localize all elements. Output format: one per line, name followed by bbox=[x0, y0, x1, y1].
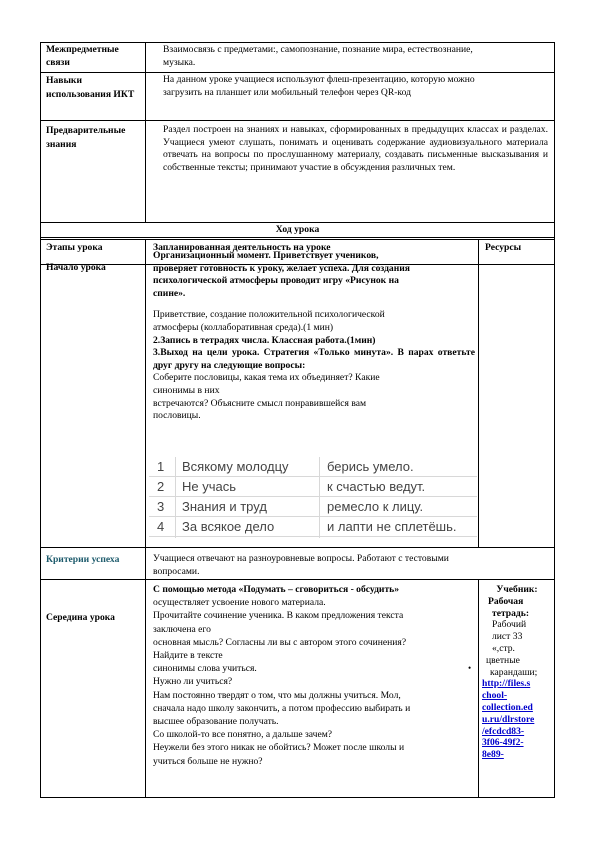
resource-line: «,стр. bbox=[492, 642, 515, 654]
middle-line: Прочитайте сочинение ученика. В каком предложения текста bbox=[153, 610, 404, 622]
table-divider bbox=[40, 222, 555, 223]
question-line: встречаются? Объясните смысл понравившейся вам bbox=[153, 397, 367, 409]
proverb-start: За всякое дело bbox=[182, 519, 275, 534]
resource-line: Учебник: bbox=[496, 584, 538, 595]
question-line: Соберите пословицы, какая тема их объединяет? Какие bbox=[153, 372, 380, 384]
resource-link-line[interactable]: chool- bbox=[482, 690, 508, 702]
greeting-line: Приветствие, создание положительной психологической bbox=[153, 309, 385, 321]
proverb-start: Всякому молодцу bbox=[182, 459, 289, 474]
resource-line: карандаши; bbox=[490, 666, 538, 678]
org-moment-line: проверяет готовность к уроку, желает успеха. Для создания bbox=[153, 262, 410, 274]
table-col-divider bbox=[145, 42, 146, 223]
resource-link-line[interactable]: u.ru/dlrstore bbox=[482, 713, 535, 725]
proverb-start: Знания и труд bbox=[182, 499, 267, 514]
proverb-number: 4 bbox=[157, 519, 165, 534]
table-divider bbox=[40, 237, 555, 238]
proverb-row bbox=[149, 497, 477, 517]
middle-line: Неужели без этого никак не обойтись? Может после школы и bbox=[153, 742, 405, 754]
table-col-divider bbox=[145, 239, 146, 798]
middle-line: учиться больше не нужно? bbox=[153, 755, 263, 767]
step-2: 2.Запись в тетрадях числа. Классная работа.(1мин) bbox=[153, 334, 376, 346]
table-border-top bbox=[40, 42, 555, 43]
col-header-resources: Ресурсы bbox=[485, 242, 522, 253]
resource-line: цветные bbox=[486, 654, 520, 666]
table-col-divider bbox=[478, 239, 479, 548]
col-header-activity: Запланированная деятельность на уроке bbox=[153, 242, 331, 253]
start-stage-label: Начало урока bbox=[46, 262, 106, 273]
criteria-label: Критерии успеха bbox=[46, 554, 120, 565]
prior-knowledge-text: Раздел построен на знаниях и навыках, сформированных в предыдущих классах и разделах. Учащиеся умеют слушать, понимать и оценивать содержание аудиовизуального материала отвечать на вопросы по прослушанному материалу, создавать письменные высказывания и собственные тексты; принимают участие в обсуждения различных тем. bbox=[163, 124, 548, 173]
resource-line: лист 33 bbox=[492, 631, 523, 643]
ict-label: Навыки использования ИКТ bbox=[46, 75, 135, 100]
question-line: синонимы в них bbox=[153, 384, 220, 396]
resource-link-line[interactable]: http://files.s bbox=[482, 678, 531, 690]
proverb-row bbox=[149, 477, 477, 497]
interdisciplinary-label: Межпредметные связи bbox=[46, 44, 119, 68]
resource-link-line[interactable]: 3f06-49f2- bbox=[482, 737, 524, 749]
middle-line: заключена его bbox=[153, 623, 211, 635]
middle-line: Со школой-то все понятно, а дальше зачем? bbox=[153, 729, 333, 741]
proverb-row bbox=[149, 517, 477, 537]
resource-link-line[interactable]: collection.ed bbox=[482, 701, 533, 713]
proverb-row bbox=[149, 457, 477, 477]
table-border-right bbox=[554, 42, 555, 798]
proverb-end: берись умело. bbox=[327, 459, 414, 474]
prior-knowledge-label: Предварительные знания bbox=[46, 125, 126, 150]
resource-line: Рабочая bbox=[488, 595, 524, 607]
col-header-stages: Этапы урока bbox=[46, 242, 103, 253]
middle-line: Найдите в тексте bbox=[153, 650, 223, 662]
ict-text: На данном уроке учащиеся используют флеш-презентацию, которую можно загрузить на планшет или мобильный телефон через QR-код bbox=[163, 74, 475, 98]
org-moment-line: спине». bbox=[153, 287, 186, 299]
start-activity bbox=[153, 250, 475, 423]
step-3: 3.Выход на цели урока. Стратегия «Только минута». В парах ответьте друг другу на следующие вопросы: bbox=[153, 347, 475, 371]
greeting-line: атмосферы (коллаборативная среда).(1 мин) bbox=[153, 321, 334, 333]
proverb-end: ремесло к лицу. bbox=[327, 499, 424, 514]
resource-link-line[interactable]: /efcdcd83- bbox=[482, 725, 525, 737]
resource-link-line[interactable]: 8e89- bbox=[482, 749, 504, 761]
question-line: пословицы. bbox=[153, 410, 201, 422]
proverb-end: и лапти не сплетёшь. bbox=[327, 519, 457, 534]
middle-line: основная мысль? Согласны ли вы с автором этого сочинения? bbox=[153, 636, 407, 648]
proverb-start: Не учась bbox=[182, 479, 237, 494]
middle-line: С помощью метода «Подумать – сговориться - обсудить» bbox=[153, 584, 400, 595]
proverb-number: 2 bbox=[157, 479, 165, 494]
middle-line: Нам постоянно твердят о том, что мы должны учиться. Мол, bbox=[153, 689, 401, 701]
table-divider bbox=[40, 72, 555, 73]
middle-activity bbox=[153, 583, 475, 768]
lesson-progress-title: Ход урока bbox=[275, 224, 320, 235]
table-divider bbox=[40, 120, 555, 121]
proverb-number: 1 bbox=[157, 459, 165, 474]
resource-line: Рабочий bbox=[492, 619, 527, 631]
table-col-divider bbox=[478, 579, 479, 798]
middle-line: высшее образование получать. bbox=[153, 716, 279, 728]
criteria-text: Учащиеся отвечают на разноуровневые вопросы. Работают с тестовыми вопросами. bbox=[153, 553, 449, 577]
middle-line: осуществляет усвоение нового материала. bbox=[153, 597, 326, 609]
proverb-end: к счастью ведут. bbox=[327, 479, 426, 494]
middle-line: сначала надо школу закончить, а потом профессию выбирать и bbox=[153, 702, 411, 714]
interdisciplinary-text: Взаимосвязь с предметами:, самопознание, познание мира, естествознание, музыка. bbox=[163, 44, 473, 68]
proverb-number: 3 bbox=[157, 499, 165, 514]
middle-line: Нужно ли учиться? bbox=[153, 676, 233, 688]
proverbs-table bbox=[149, 457, 477, 540]
middle-resources bbox=[482, 584, 552, 761]
org-moment-line: Организационный момент. Приветствует учеников, bbox=[153, 250, 379, 261]
table-border-left bbox=[40, 42, 41, 798]
bullet-marker: • bbox=[468, 663, 472, 673]
org-moment-line: психологической атмосферы проводит игру «Рисунок на bbox=[153, 275, 399, 287]
resource-line: тетрадь: bbox=[492, 607, 530, 619]
middle-line: синонимы слова учиться. bbox=[153, 663, 257, 675]
middle-stage-label: Середина урока bbox=[46, 612, 115, 623]
